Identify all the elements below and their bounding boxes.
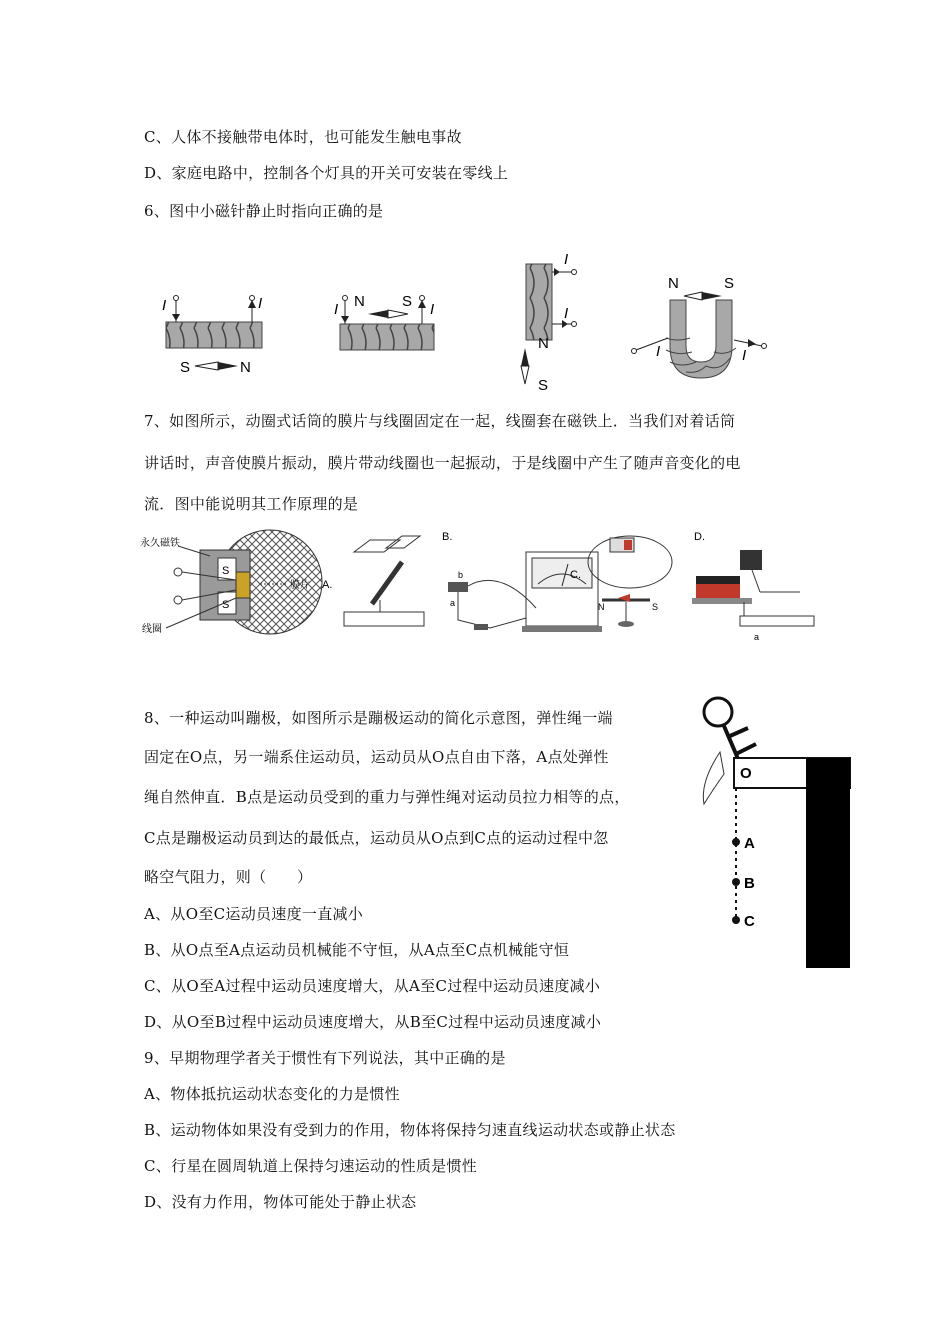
solenoid-2 <box>334 293 434 350</box>
q7-stem-1: 7、如图所示，动圈式话筒的膜片与线圈固定在一起，线圈套在磁铁上．当我们对着话筒 <box>144 412 736 430</box>
q8-stem-2: 固定在O点，另一端系住运动员，运动员从O点自由下落，A点处弹性 <box>144 748 609 766</box>
q8-stem-1: 8、一种运动叫蹦极，如图所示是蹦极运动的简化示意图，弹性绳一端 <box>144 709 613 727</box>
needle-n-label: N <box>354 293 365 310</box>
pole-s-label: S <box>222 599 230 611</box>
q8-option-b: B、从O点至A点运动员机械能不守恒，从A点至C点机械能守恒 <box>144 941 570 959</box>
needle-n-label: N <box>538 335 549 352</box>
terminal-b-label: b <box>458 570 464 580</box>
option-d-diagram <box>692 531 814 642</box>
needle-s-label: S <box>724 275 735 292</box>
point-a <box>732 838 740 846</box>
q7-figure <box>140 528 820 648</box>
current-label: I <box>162 297 167 314</box>
cliff <box>806 758 850 968</box>
terminal-a-label: a <box>450 598 456 608</box>
q8-stem-4: C点是蹦极运动员到达的最低点，运动员从O点到C点的运动过程中忽 <box>144 829 609 847</box>
point-b-label: B <box>744 875 755 892</box>
solenoid-3 <box>521 251 577 394</box>
microphone-diagram <box>140 530 332 635</box>
current-label: I <box>430 301 435 318</box>
point-c-label: C <box>744 913 755 930</box>
u-electromagnet <box>632 275 767 378</box>
point-b <box>732 878 740 886</box>
q8-stem-3: 绳自然伸直．B点是运动员受到的重力与弹性绳对运动员拉力相等的点， <box>144 788 630 806</box>
needle-n-label: N <box>668 275 679 292</box>
point-a-label: A <box>744 835 755 852</box>
coil-label: 线圈 <box>142 624 162 635</box>
q5-option-c: C、人体不接触带电体时，也可能发生触电事故 <box>144 128 462 146</box>
option-a-diagram <box>344 536 424 626</box>
q9-stem: 9、早期物理学者关于惯性有下列说法，其中正确的是 <box>144 1049 506 1067</box>
q7-stem-2: 讲话时，声音使膜片振动，膜片带动线圈也一起振动，于是线圈中产生了随声音变化的电 <box>144 454 741 472</box>
needle-s-label: S <box>180 359 191 376</box>
q8-stem-5: 略空气阻力，则（ ） <box>144 868 313 886</box>
option-b-label: B. <box>442 531 453 543</box>
current-label: I <box>742 347 747 364</box>
q8-option-a: A、从O至C运动员速度一直减小 <box>144 905 364 923</box>
option-c-label: C. <box>570 569 581 581</box>
option-d-label: D. <box>694 531 705 543</box>
q8-option-c: C、从O至A过程中运动员速度增大，从A至C过程中运动员速度减小 <box>144 977 601 995</box>
needle-s-label: S <box>652 602 659 612</box>
membrane-label: 膜片 <box>290 580 310 591</box>
needle-s-label: S <box>402 293 413 310</box>
current-label: I <box>334 301 339 318</box>
needle-s-label: S <box>538 377 549 394</box>
current-label: I <box>656 343 661 360</box>
terminal-a-label: a <box>754 632 760 642</box>
current-label: I <box>564 305 569 322</box>
needle-n-label: N <box>598 602 605 612</box>
q6-stem: 6、图中小磁针静止时指向正确的是 <box>144 202 384 220</box>
point-c <box>732 916 740 924</box>
q9-option-a: A、物体抵抗运动状态变化的力是惯性 <box>144 1085 400 1103</box>
option-b-diagram <box>442 531 602 632</box>
current-label: I <box>258 295 263 312</box>
q8-option-d: D、从O至B过程中运动员速度增大，从B至C过程中运动员速度减小 <box>144 1013 602 1031</box>
point-o-label: O <box>740 765 752 782</box>
q9-option-c: C、行星在圆周轨道上保持匀速运动的性质是惯性 <box>144 1157 478 1175</box>
q7-stem-3: 流．图中能说明其工作原理的是 <box>144 495 359 513</box>
q6-figure <box>150 238 790 398</box>
q9-option-d: D、没有力作用，物体可能处于静止状态 <box>144 1193 417 1211</box>
needle-n-label: N <box>240 359 251 376</box>
option-a-label: A. <box>322 579 333 591</box>
magnet-label: 永久磁铁 <box>140 538 180 549</box>
current-label: I <box>564 251 569 268</box>
pole-s-label: S <box>222 565 230 577</box>
q8-figure <box>690 692 860 974</box>
solenoid-1 <box>162 295 262 376</box>
q9-option-b: B、运动物体如果没有受到力的作用，物体将保持匀速直线运动状态或静止状态 <box>144 1121 676 1139</box>
q5-option-d: D、家庭电路中，控制各个灯具的开关可安装在零线上 <box>144 164 509 182</box>
